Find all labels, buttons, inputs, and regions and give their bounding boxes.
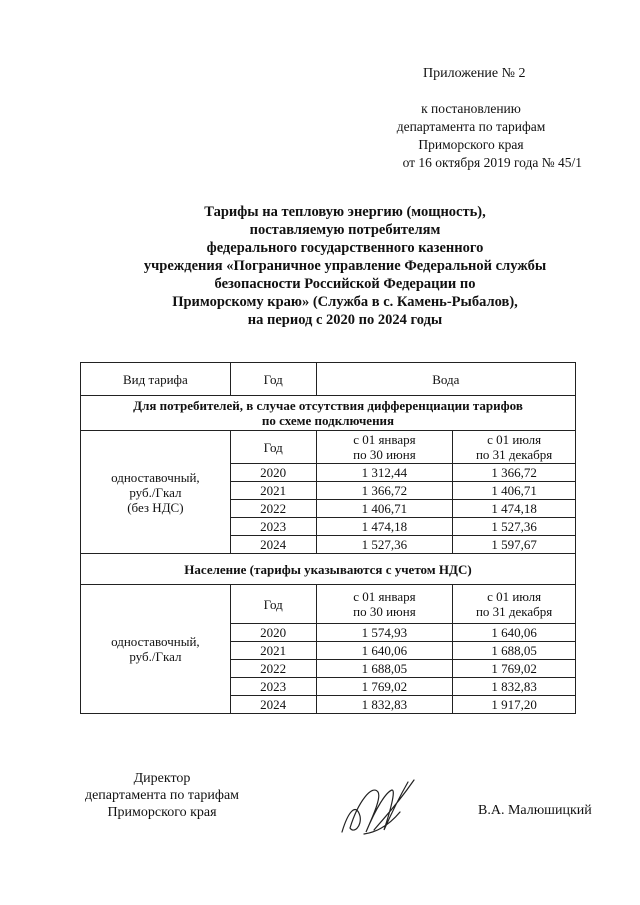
annex-date-line: от 16 октября 2019 года № 45/1 [402, 155, 582, 170]
title-line: Приморскому краю» (Служба в с. Камень-Рыбалов), [172, 294, 518, 310]
period-line: по 30 июня [353, 604, 416, 619]
tariff-cell: 1 832,83 [453, 678, 576, 696]
tariff-type-line: одноставочный, [111, 469, 200, 485]
title-line: безопасности Российской Федерации по [214, 276, 476, 292]
position-line: Приморского края [107, 805, 217, 820]
tariff-cell: 1 769,02 [316, 678, 453, 696]
handwritten-signature-icon [334, 772, 420, 847]
period-line: с 01 июля [487, 432, 542, 447]
year-cell: 2022 [230, 500, 316, 518]
header-water: Вода [316, 363, 575, 396]
tariff-cell: 1 366,72 [453, 464, 576, 482]
section2-tariff-type [81, 585, 231, 714]
period-line: с 01 января [353, 432, 416, 447]
tariff-cell: 1 769,02 [453, 660, 576, 678]
year-cell: 2022 [230, 660, 316, 678]
tariff-cell: 1 640,06 [316, 642, 453, 660]
tariff-type-line: одноставочный, [111, 634, 200, 649]
section1-heading-line: по схеме подключения [261, 413, 395, 428]
annex-title: Приложение № 2 [423, 66, 526, 81]
section-heading-row [81, 396, 576, 431]
period-line: по 30 июня [353, 447, 416, 462]
header-year: Год [230, 363, 316, 396]
year-cell: 2020 [230, 464, 316, 482]
year-cell: 2024 [230, 696, 316, 714]
title-line: федерального государственного казенного [206, 240, 484, 256]
annex-reference [360, 100, 582, 172]
section-heading-row [81, 554, 576, 585]
period-header-row [81, 585, 576, 624]
year-cell: 2023 [230, 518, 316, 536]
title-line: Тарифы на тепловую энергию (мощность), [204, 204, 486, 220]
tariff-cell: 1 406,71 [316, 500, 453, 518]
year-cell: 2023 [230, 678, 316, 696]
position-line: департамента по тарифам [84, 788, 240, 803]
tariff-cell: 1 474,18 [316, 518, 453, 536]
annex-line: Приморского края [418, 137, 524, 152]
title-line: на период с 2020 по 2024 годы [247, 312, 443, 328]
period-second-half [453, 585, 576, 624]
table-header-row [81, 363, 576, 396]
tariff-cell: 1 597,67 [453, 536, 576, 554]
title-line: поставляемую потребителям [249, 222, 441, 238]
tariff-type-line: (без НДС) [127, 499, 184, 515]
section1-tariff-type [81, 431, 231, 554]
tariff-cell: 1 574,93 [316, 624, 453, 642]
annex-line: департамента по тарифам [396, 119, 546, 134]
annex-line: к постановлению [421, 101, 521, 116]
period-line: по 31 декабря [475, 447, 553, 462]
period-line: с 01 января [353, 589, 416, 604]
year-cell: 2024 [230, 536, 316, 554]
period-line: с 01 июля [487, 589, 542, 604]
tariff-cell: 1 406,71 [453, 482, 576, 500]
year-cell: 2020 [230, 624, 316, 642]
period-year-label: Год [230, 431, 316, 464]
section1-heading-line: Для потребителей, в случае отсутствия дифференциации тарифов [133, 398, 523, 413]
tariff-cell: 1 688,05 [316, 660, 453, 678]
tariff-cell: 1 832,83 [316, 696, 453, 714]
tariff-type-line: руб./Гкал [129, 484, 182, 500]
section2-heading: Население (тарифы указываются с учетом НДС) [81, 554, 576, 585]
period-year-label: Год [230, 585, 316, 624]
tariff-cell: 1 527,36 [453, 518, 576, 536]
section1-heading [81, 396, 576, 431]
header-tariff-type: Вид тарифа [81, 363, 231, 396]
tariff-cell: 1 474,18 [453, 500, 576, 518]
period-first-half [316, 585, 453, 624]
signatory-name: В.А. Малюшицкий [478, 803, 592, 818]
period-first-half [316, 431, 453, 464]
tariff-cell: 1 640,06 [453, 624, 576, 642]
tariff-cell: 1 366,72 [316, 482, 453, 500]
year-cell: 2021 [230, 642, 316, 660]
tariff-cell: 1 688,05 [453, 642, 576, 660]
tariff-table [80, 362, 576, 714]
period-header-row [81, 431, 576, 464]
period-second-half [453, 431, 576, 464]
tariff-cell: 1 527,36 [316, 536, 453, 554]
tariff-cell: 1 917,20 [453, 696, 576, 714]
document-title [90, 203, 600, 329]
signatory-position [64, 770, 260, 821]
period-line: по 31 декабря [475, 604, 553, 619]
tariff-cell: 1 312,44 [316, 464, 453, 482]
title-line: учреждения «Пограничное управление Федеральной службы [143, 258, 547, 274]
year-cell: 2021 [230, 482, 316, 500]
tariff-type-line: руб./Гкал [129, 649, 182, 664]
position-line: Директор [133, 771, 191, 786]
